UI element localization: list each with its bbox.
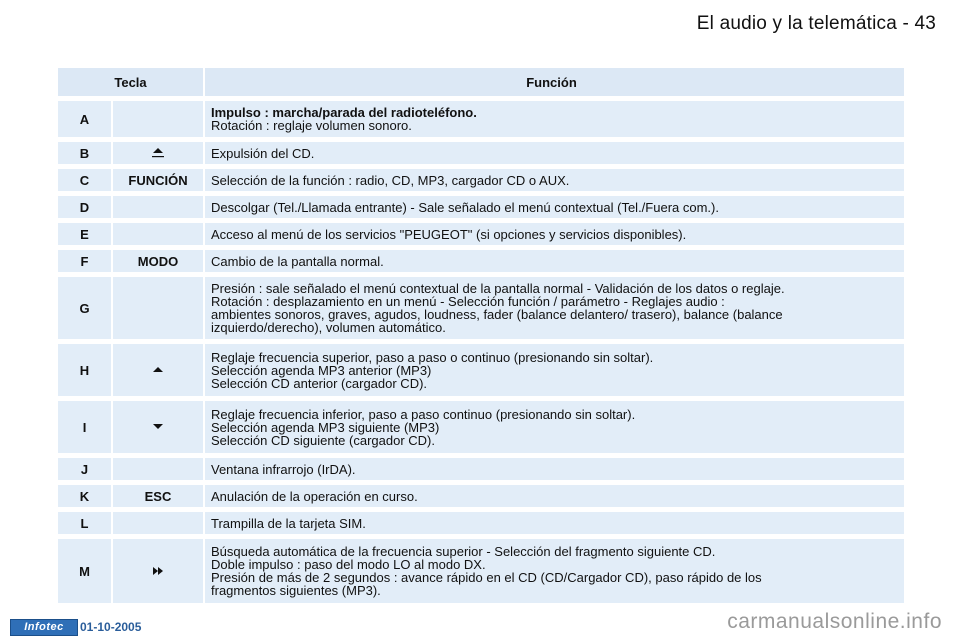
- table-row: [58, 277, 904, 339]
- watermark: carmanualsonline.info: [727, 610, 942, 633]
- key-letter: K: [58, 485, 111, 507]
- table-row: [58, 401, 904, 453]
- column-header-key: Tecla: [58, 68, 203, 96]
- table-row: [58, 344, 904, 396]
- key-label: [113, 344, 203, 396]
- description-line: Presión : sale señalado el menú contextual de la pantalla normal - Validación de los datos o reglaje.: [211, 281, 785, 296]
- function-description: [205, 223, 904, 245]
- table-row: [58, 458, 904, 480]
- key-letter: M: [58, 539, 111, 603]
- description-line: Reglaje frecuencia inferior, paso a paso continuo (presionando sin soltar).: [211, 406, 636, 422]
- key-letter: G: [58, 277, 111, 339]
- description-line: Acceso al menú de los servicios "PEUGEOT" (si opciones y servicios disponibles).: [211, 226, 687, 242]
- description-line: Impulso : marcha/parada del radioteléfono.: [211, 105, 477, 120]
- description-line: Presión de más de 2 segundos : avance rápido en el CD (CD/Cargador CD), paso rápido de los: [211, 570, 762, 585]
- table-row: [58, 512, 904, 534]
- function-description: [205, 512, 904, 534]
- function-table: [58, 68, 904, 603]
- table-row: [58, 196, 904, 218]
- function-description: [205, 277, 904, 339]
- description-line: Descolgar (Tel./Llamada entrante) - Sale señalado el menú contextual (Tel./Fuera com.).: [211, 199, 719, 215]
- key-label: [113, 223, 203, 245]
- function-description: [205, 142, 904, 164]
- description-line: Selección agenda MP3 siguiente (MP3): [211, 419, 440, 435]
- page-title: El audio y la telemática - 43: [696, 13, 936, 34]
- key-label: FUNCIÓN: [113, 169, 203, 191]
- key-letter: H: [58, 344, 111, 396]
- function-description: [205, 401, 904, 453]
- key-letter: I: [58, 401, 111, 453]
- key-label: [113, 512, 203, 534]
- function-description: [205, 485, 904, 507]
- arrow-up-icon: [152, 366, 164, 374]
- description-line: Selección CD anterior (cargador CD).: [211, 375, 428, 391]
- key-label: [113, 142, 203, 164]
- key-label: [113, 196, 203, 218]
- key-label: MODO: [113, 250, 203, 272]
- infotec-logo: Infotec: [10, 619, 78, 636]
- key-label: [113, 539, 203, 603]
- key-letter: L: [58, 512, 111, 534]
- table-row: [58, 485, 904, 507]
- description-line: Selección agenda MP3 anterior (MP3): [211, 362, 432, 378]
- description-line: Rotación : desplazamiento en un menú - Selección función / parámetro - Reglajes audio :: [211, 294, 725, 309]
- description-line: Selección de la función : radio, CD, MP3, cargador CD o AUX.: [211, 172, 570, 188]
- key-letter: J: [58, 458, 111, 480]
- description-line: Rotación : reglaje volumen sonoro.: [211, 118, 412, 133]
- key-label: [113, 401, 203, 453]
- key-letter: E: [58, 223, 111, 245]
- function-description: [205, 196, 904, 218]
- footer-date: 01-10-2005: [80, 620, 142, 634]
- function-description: [205, 539, 904, 603]
- description-line: Expulsión del CD.: [211, 145, 315, 161]
- description-line: ambientes sonoros, graves, agudos, loudness, fader (balance delantero/ trasero), balance (balance: [211, 307, 783, 322]
- key-label: [113, 277, 203, 339]
- table-row: [58, 223, 904, 245]
- table-row: [58, 169, 904, 191]
- table-row: [58, 142, 904, 164]
- description-line: Búsqueda automática de la frecuencia superior - Selección del fragmento siguiente CD.: [211, 544, 716, 559]
- function-description: [205, 250, 904, 272]
- description-line: izquierdo/derecho), volumen automático.: [211, 320, 446, 335]
- key-label: ESC: [113, 485, 203, 507]
- key-letter: A: [58, 101, 111, 137]
- description-line: Selección CD siguiente (cargador CD).: [211, 432, 435, 448]
- description-line: Trampilla de la tarjeta SIM.: [211, 515, 366, 531]
- table-header-row: [58, 68, 904, 96]
- key-letter: C: [58, 169, 111, 191]
- table-row: [58, 539, 904, 603]
- fast-forward-icon: [152, 566, 164, 576]
- key-label: [113, 101, 203, 137]
- description-line: Anulación de la operación en curso.: [211, 488, 418, 504]
- key-letter: D: [58, 196, 111, 218]
- arrow-down-icon: [152, 423, 164, 431]
- column-header-function: Función: [205, 68, 904, 96]
- key-label: [113, 458, 203, 480]
- description-line: Doble impulso : paso del modo LO al modo DX.: [211, 557, 486, 572]
- table-row: [58, 250, 904, 272]
- function-description: [205, 169, 904, 191]
- key-letter: F: [58, 250, 111, 272]
- description-line: Ventana infrarrojo (IrDA).: [211, 461, 356, 477]
- function-description: [205, 344, 904, 396]
- eject-icon: [149, 147, 167, 159]
- description-line: Cambio de la pantalla normal.: [211, 253, 384, 269]
- key-letter: B: [58, 142, 111, 164]
- table-row: [58, 101, 904, 137]
- function-description: [205, 101, 904, 137]
- function-description: [205, 458, 904, 480]
- description-line: Reglaje frecuencia superior, paso a paso o continuo (presionando sin soltar).: [211, 349, 654, 365]
- description-line: fragmentos siguientes (MP3).: [211, 583, 381, 598]
